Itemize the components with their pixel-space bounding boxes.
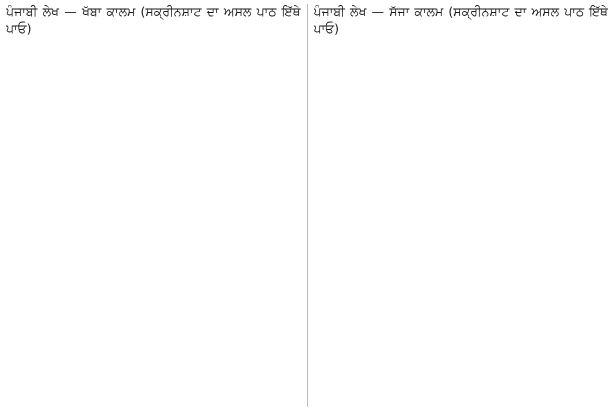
article-paragraph: ਪੰਜਾਬੀ ਲੇਖ — ਖੱਬਾ ਕਾਲਮ (ਸਕ੍ਰੀਨਸ਼ਾਟ ਦਾ ਅਸਲ ਪਾਠ ਇੱਥੇ ਪਾਓ) (6, 4, 301, 36)
article-column-left (6, 4, 301, 407)
column-divider (307, 4, 308, 407)
article-column-right (314, 4, 609, 407)
article-paragraph: ਪੰਜਾਬੀ ਲੇਖ — ਸੱਜਾ ਕਾਲਮ (ਸਕ੍ਰੀਨਸ਼ਾਟ ਦਾ ਅਸਲ ਪਾਠ ਇੱਥੇ ਪਾਓ) (313, 4, 608, 36)
